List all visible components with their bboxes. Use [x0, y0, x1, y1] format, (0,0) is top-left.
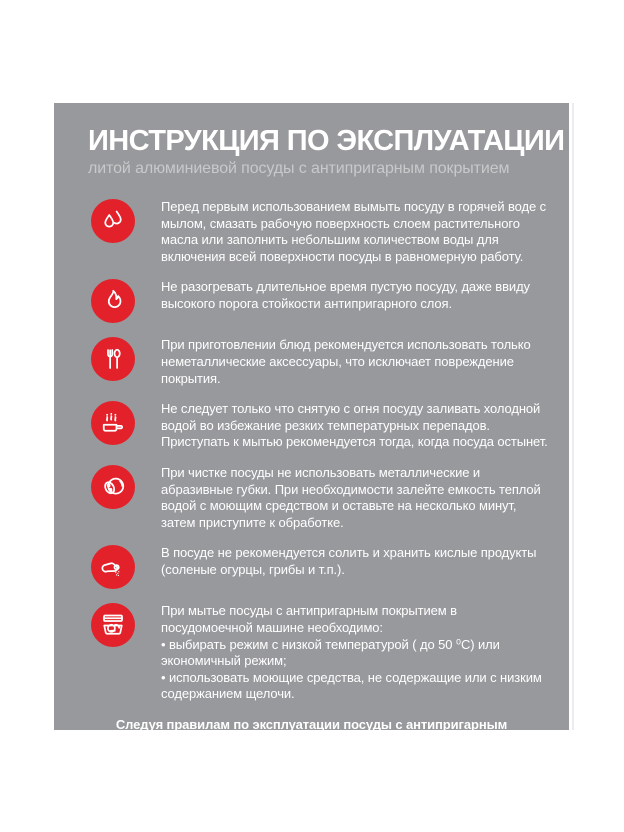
instruction-sheet	[54, 103, 569, 783]
instruction-item-no-empty-heating	[54, 279, 569, 323]
bullet-item: • выбирать режим с низкой температурой ( до 50 ⁰С) или экономичный режим;	[161, 636, 500, 669]
instruction-item-non-metal-utensils	[54, 337, 569, 387]
instruction-text: Перед первым использованием вымыть посуду в горячей воде с мылом, смазать рабочую поверхность слоем растительного масла или заполнить небольшим количеством воды для включения всей поверхности посуды в равномерную работу.	[161, 199, 547, 264]
instruction-item-no-salty-storage	[54, 545, 569, 589]
instruction-list	[54, 199, 569, 703]
salt-hand-icon	[91, 545, 135, 589]
cutlery-icon	[91, 337, 135, 381]
page-subtitle: литой алюминиевой посуды с антипригарным покрытием	[88, 160, 510, 177]
instruction-text	[161, 603, 551, 703]
hot-pan-icon	[91, 401, 135, 445]
footer-note	[54, 717, 569, 784]
instruction-intro: При мытье посуды с антипригарным покрытием в посудомоечной машине необходимо:	[161, 603, 457, 635]
instruction-text: При чистке посуды не использовать металлические и абразивные губки. При необходимости залейте емкость теплой водой с моющим средством и оставьте на несколько минут, затем приступите к обработке.	[161, 464, 541, 530]
header	[88, 125, 565, 179]
instruction-text: При приготовлении блюд рекомендуется использовать только неметаллические аксессуары, что исключает повреждение покрытия.	[161, 337, 531, 386]
page-title: ИНСТРУКЦИЯ ПО ЭКСПЛУАТАЦИИ	[88, 125, 565, 157]
page-edge-line	[572, 103, 574, 730]
water-drops-icon	[91, 199, 135, 243]
flame-icon	[91, 279, 135, 323]
sponge-icon	[91, 465, 135, 509]
dishwasher-icon	[91, 603, 135, 647]
instruction-item-wash-before-use	[54, 199, 569, 265]
instruction-item-no-abrasive-sponges	[54, 465, 569, 531]
footer-line: Следуя правилам по эксплуатации посуды с антипригарным покрытием,	[115, 716, 508, 749]
instruction-text: Не разогревать длительное время пустую посуду, даже ввиду высокого порога стойкости антипригарного слоя.	[161, 279, 530, 311]
instruction-item-no-cold-water	[54, 401, 569, 451]
instruction-text: Не следует только что снятую с огня посуду заливать холодной водой во избежание резких температурных перепадов. Приступать к мытью рекомендуется тогда, когда посуда остынет.	[161, 401, 548, 450]
instruction-text: В посуде не рекомендуется солить и хранить кислые продукты (соленые огурцы, грибы и т.п.).	[161, 545, 537, 577]
footer-line: удастся сохранить ее функциональные и эстетические качества	[105, 750, 518, 766]
instruction-item-dishwasher-rules	[54, 603, 569, 703]
bullet-item: • использовать моющие средства, не содержащие или с низким содержанием щелочи.	[161, 669, 542, 702]
footer-line: на долгие годы.	[260, 767, 363, 783]
